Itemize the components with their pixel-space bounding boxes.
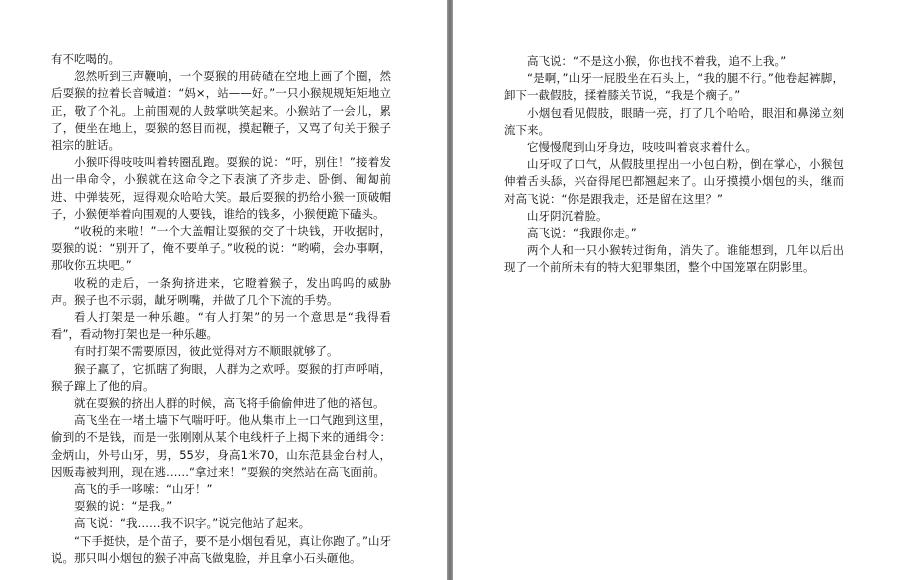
paragraph: 高飞说：“我跟你走。” bbox=[527, 226, 637, 241]
paragraph: “收税的来啦！”一个大盖帽让耍猴的交了十块钱，开收据时，耍猴的说：“别开了，俺不要单子。”收税的说：“哟嗬，会办事啊，那收你五块吧。” bbox=[51, 224, 391, 273]
paragraph: 猴子赢了，它抓瞎了狗眼，人群为之欢呼。耍猴的打声呼哨，猴子蹿上了他的肩。 bbox=[51, 361, 391, 393]
paragraph: 有时打架不需要原因，彼此觉得对方不顺眼就够了。 bbox=[74, 344, 339, 359]
paragraph: “下手挺快，是个苗子，要不是小烟包看见，真让你跑了。”山牙说。那只叫小烟包的猴子冲高飞做鬼脸，并且拿小石头砸他。 bbox=[51, 533, 391, 565]
paragraph: 高飞说：“我……我不识字。”说完他站了起来。 bbox=[74, 516, 311, 531]
paragraph: 小猴吓得吱吱叫着转圈乱跑。耍猴的说：“吁，别住！”接着发出一串命令，小猴就在这命令之下表演了齐步走、卧倒、匍匐前进、中弹装死，逗得观众哈哈大笑。最后耍猴的扔给小猴一顶破帽子，小猴便举着向围观的人要钱，谁给的钱多，小猴便跪下磕头。 bbox=[51, 155, 391, 221]
paragraph: 它慢慢爬到山牙身边，吱吱叫着哀求着什么。 bbox=[527, 140, 757, 155]
paragraph: 小烟包看见假肢，眼睛一亮，打了几个哈哈，眼泪和鼻涕立刻流下来。 bbox=[504, 105, 844, 137]
paragraph: 有不吃喝的。 bbox=[51, 52, 120, 66]
right-page bbox=[453, 0, 900, 580]
paragraph: 收税的走后，一条狗挤进来，它瞪着猴子，发出呜呜的威胁声。猴子也不示弱，龇牙咧嘴，并做了几个下流的手势。 bbox=[51, 275, 391, 307]
paragraph: 看人打架是一种乐趣。“有人打架”的另一个意思是“我得看看”，看动物打架也是一种乐趣。 bbox=[51, 310, 391, 342]
left-page bbox=[0, 0, 447, 580]
paragraph: 山牙阴沉着脸。 bbox=[527, 208, 608, 223]
paragraph: 就在耍猴的挤出人群的时候，高飞将手偷偷伸进了他的褡包。 bbox=[74, 396, 385, 411]
paragraph: 山牙叹了口气，从假肢里捏出一小包白粉，倒在掌心，小猴包伸着舌头舔，兴奋得尾巴都翘起来了。山牙摸摸小烟包的头，继而对高飞说：“你是跟我走，还是留在这里？” bbox=[504, 157, 844, 206]
paragraph: 高飞坐在一堵土墙下气喘吁吁。他从集市上一口气跑到这里，偷到的不是钱，而是一张刚刚从某个电线杆子上揭下来的通缉令：金炳山，外号山牙，男，55岁，身高1米70，山东范县金台村人，因贩毒被判刑，现在逃……“拿过来！”耍猴的突然站在高飞面前。 bbox=[51, 413, 391, 479]
paragraph: 高飞的手一哆嗦：“山牙！” bbox=[74, 482, 213, 497]
paragraph: 高飞说：“不是这小猴，你也找不着我，追不上我。” bbox=[527, 54, 787, 68]
paragraph: 耍猴的说：“是我。” bbox=[74, 499, 173, 514]
paragraph: 两个人和一只小猴转过街角，消失了。谁能想到，几年以后出现了一个前所未有的特大犯罪集团，整个中国笼罩在阴影里。 bbox=[504, 243, 844, 275]
paragraph: 忽然听到三声鞭响，一个耍猴的用砖碴在空地上画了个圈，然后耍猴的拉着长音喊道：“妈×，站——好。”一只小猴规规矩矩地立正，敬了个礼。上前围观的人鼓掌哄笑起来。小猴站了一会儿，累了，便坐在地上，耍猴的怒目而视，摸起鞭子，又骂了句关于猴子祖宗的脏话。 bbox=[51, 69, 391, 153]
paragraph: “是啊，”山牙一屁股坐在石头上，“我的腿不行。”他卷起裤脚，卸下一截假肢，揉着膝关节说，“我是个瘸子。” bbox=[504, 71, 844, 103]
